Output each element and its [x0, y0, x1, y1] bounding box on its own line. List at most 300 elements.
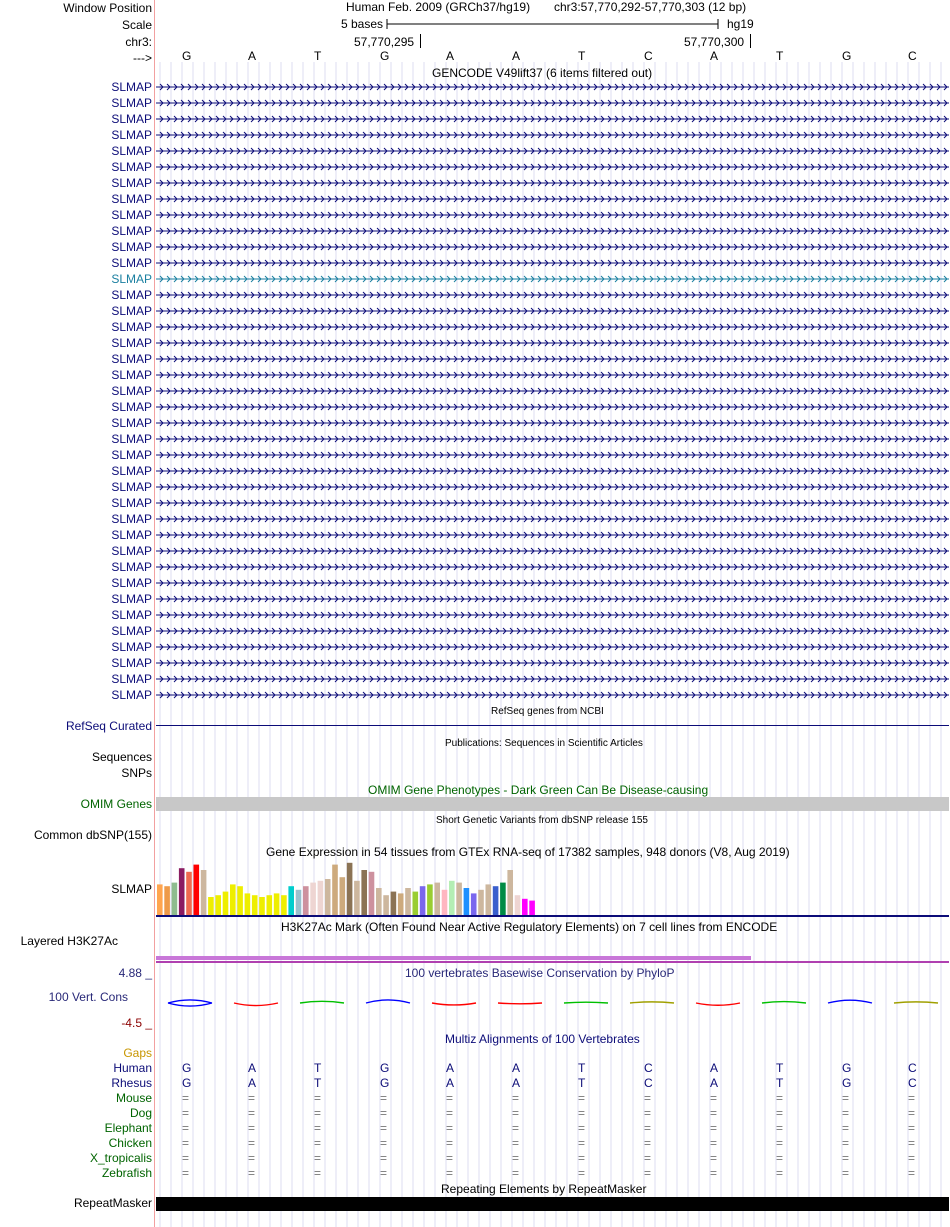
gencode-gene-label[interactable]: SLMAP — [111, 336, 152, 350]
multiz-base: = — [512, 1166, 520, 1180]
scale-bases-text: 5 bases — [340, 17, 383, 31]
gencode-transcript[interactable] — [156, 226, 949, 236]
gencode-transcript[interactable] — [156, 370, 949, 380]
multiz-base: = — [842, 1151, 850, 1165]
gencode-transcript[interactable] — [156, 642, 949, 652]
gencode-gene-label[interactable]: SLMAP — [111, 496, 152, 510]
base-letter: A — [512, 49, 521, 63]
multiz-base: = — [644, 1106, 652, 1120]
h3k27ac-track-label[interactable]: Layered H3K27Ac — [20, 934, 118, 948]
multiz-base: = — [710, 1166, 718, 1180]
gencode-transcript[interactable] — [156, 98, 949, 108]
gencode-gene-label[interactable]: SLMAP — [111, 160, 152, 174]
gencode-track-title[interactable]: GENCODE V49lift37 (6 items filtered out) — [432, 66, 653, 80]
gtex-track-label[interactable]: SLMAP — [111, 882, 152, 896]
multiz-base: G — [182, 1076, 192, 1090]
gtex-tissue-bar — [464, 888, 470, 915]
multiz-species-label[interactable]: Mouse — [115, 1091, 152, 1105]
gencode-transcript[interactable] — [156, 610, 949, 620]
omim-gene-bar[interactable] — [156, 797, 949, 811]
gencode-gene-label[interactable]: SLMAP — [111, 576, 152, 590]
multiz-base: = — [578, 1136, 586, 1150]
phylop-score-mark — [696, 1003, 740, 1005]
gencode-transcript[interactable] — [156, 338, 949, 348]
gtex-tissue-bar — [303, 886, 309, 915]
chrom-label: chr3: — [125, 35, 152, 49]
gencode-gene-label[interactable]: SLMAP — [111, 320, 152, 334]
gencode-gene-label[interactable]: SLMAP — [111, 256, 152, 270]
multiz-base: = — [644, 1091, 652, 1105]
gencode-gene-label[interactable]: SLMAP — [111, 416, 152, 430]
gtex-tissue-bar — [347, 863, 353, 915]
multiz-base: = — [842, 1091, 850, 1105]
multiz-base: A — [710, 1061, 719, 1075]
gencode-gene-label[interactable]: SLMAP — [111, 288, 152, 302]
gencode-gene-label[interactable]: SLMAP — [111, 144, 152, 158]
multiz-base: T — [776, 1076, 784, 1090]
multiz-base: G — [380, 1061, 390, 1075]
gencode-transcript[interactable] — [156, 594, 949, 604]
gencode-transcript[interactable] — [156, 514, 949, 524]
gtex-tissue-bar — [296, 890, 302, 915]
gencode-transcript[interactable] — [156, 290, 949, 300]
phylop-score-mark — [630, 1002, 674, 1003]
phylop-score-mark — [234, 1003, 278, 1006]
gtex-tissue-bar — [420, 886, 426, 915]
gencode-gene-label[interactable]: SLMAP — [111, 528, 152, 542]
gencode-gene-label[interactable]: SLMAP — [111, 352, 152, 366]
multiz-base: = — [446, 1106, 454, 1120]
gencode-transcript[interactable] — [156, 242, 949, 252]
base-letter: A — [446, 49, 455, 63]
gencode-gene-label[interactable]: SLMAP — [111, 656, 152, 670]
gencode-transcript[interactable] — [156, 322, 949, 332]
multiz-species-label[interactable]: X_tropicalis — [89, 1151, 152, 1165]
multiz-base: = — [380, 1136, 388, 1150]
phylop-score-mark — [828, 1000, 872, 1003]
gencode-transcript[interactable] — [156, 402, 949, 412]
gtex-baseline — [156, 915, 949, 917]
base-letter: T — [776, 49, 784, 63]
multiz-base: T — [578, 1076, 586, 1090]
multiz-base: A — [446, 1061, 455, 1075]
multiz-base: = — [710, 1106, 718, 1120]
gencode-transcript[interactable] — [156, 210, 949, 220]
phylop-score-mark — [168, 1003, 212, 1006]
base-letter: G — [842, 49, 852, 63]
multiz-base: G — [842, 1076, 852, 1090]
multiz-base: = — [776, 1121, 784, 1135]
gtex-tissue-bar — [208, 897, 214, 915]
gtex-tissue-bar — [325, 879, 331, 915]
omim-track-title[interactable]: OMIM Gene Phenotypes - Dark Green Can Be Disease-causing — [368, 783, 709, 797]
gencode-transcript[interactable] — [156, 450, 949, 460]
multiz-base: T — [578, 1061, 586, 1075]
multiz-base: = — [248, 1091, 256, 1105]
multiz-base: = — [842, 1166, 850, 1180]
window-position-label: Window Position — [63, 1, 152, 15]
gencode-gene-label[interactable]: SLMAP — [111, 96, 152, 110]
gencode-gene-label[interactable]: SLMAP — [111, 480, 152, 494]
gtex-track-title[interactable]: Gene Expression in 54 tissues from GTEx RNA-seq of 17382 samples, 948 donors (V8, Aug 2019) — [266, 845, 790, 859]
gtex-tissue-bar — [471, 893, 477, 915]
label-divider — [154, 0, 155, 1227]
multiz-base: = — [842, 1106, 850, 1120]
multiz-base: = — [380, 1166, 388, 1180]
multiz-base: T — [314, 1076, 322, 1090]
gtex-tissue-bar — [245, 893, 251, 915]
gencode-gene-label[interactable]: SLMAP — [111, 368, 152, 382]
gtex-tissue-bar — [354, 881, 360, 915]
phylop-score-mark — [894, 1002, 938, 1003]
gtex-tissue-bar — [376, 888, 382, 915]
gencode-gene-label[interactable]: SLMAP — [111, 512, 152, 526]
gencode-gene-label[interactable]: SLMAP — [111, 448, 152, 462]
gtex-tissue-bar — [442, 890, 448, 915]
multiz-base: = — [380, 1151, 388, 1165]
gencode-transcript[interactable] — [156, 466, 949, 476]
gencode-transcript[interactable] — [156, 258, 949, 268]
multiz-base: = — [578, 1106, 586, 1120]
gencode-gene-label[interactable]: SLMAP — [111, 640, 152, 654]
gencode-transcript[interactable] — [156, 546, 949, 556]
multiz-base: A — [512, 1076, 521, 1090]
multiz-base: = — [182, 1136, 190, 1150]
multiz-base: = — [644, 1121, 652, 1135]
multiz-base: A — [248, 1061, 257, 1075]
h3k27ac-signal[interactable] — [156, 956, 751, 960]
gencode-transcript[interactable] — [156, 562, 949, 572]
gtex-tissue-bar — [427, 884, 433, 915]
gencode-transcript[interactable] — [156, 162, 949, 172]
gencode-transcript[interactable] — [156, 194, 949, 204]
multiz-base: = — [248, 1106, 256, 1120]
gtex-tissue-bar — [391, 892, 397, 915]
gtex-tissue-bar — [179, 868, 185, 915]
gtex-tissue-bar — [369, 872, 375, 915]
multiz-base: = — [314, 1091, 322, 1105]
multiz-base: = — [710, 1121, 718, 1135]
multiz-base: A — [512, 1061, 521, 1075]
multiz-base: = — [776, 1091, 784, 1105]
gencode-transcript[interactable] — [156, 306, 949, 316]
ruler-tick-mark — [750, 34, 751, 48]
gencode-transcript[interactable] — [156, 418, 949, 428]
gencode-gene-label[interactable]: SLMAP — [111, 592, 152, 606]
gtex-tissue-bar — [493, 886, 499, 915]
multiz-base: = — [446, 1091, 454, 1105]
multiz-base: C — [644, 1061, 653, 1075]
strand-arrow-label: ---> — [133, 51, 152, 65]
multiz-base: = — [776, 1106, 784, 1120]
phylop-score-mark — [168, 1000, 212, 1003]
gtex-tissue-bar — [529, 901, 535, 915]
gtex-tissue-bar — [434, 883, 440, 915]
multiz-base: = — [644, 1136, 652, 1150]
gtex-tissue-bar — [267, 895, 273, 915]
base-letter: G — [182, 49, 192, 63]
gencode-gene-label[interactable]: SLMAP — [111, 672, 152, 686]
gencode-transcript[interactable] — [156, 578, 949, 588]
multiz-base: = — [182, 1091, 190, 1105]
multiz-base: A — [710, 1076, 719, 1090]
dbsnp-track-title[interactable]: Short Genetic Variants from dbSNP release 155 — [436, 815, 648, 826]
gtex-tissue-bar — [486, 884, 492, 915]
phylop-max-label: 4.88 _ — [118, 966, 152, 980]
base-letter: C — [908, 49, 917, 63]
gencode-gene-label[interactable]: SLMAP — [111, 688, 152, 702]
gtex-tissue-bar — [500, 883, 506, 915]
multiz-base: = — [182, 1166, 190, 1180]
multiz-base: = — [314, 1136, 322, 1150]
gtex-tissue-bar — [310, 883, 316, 915]
gtex-tissue-bar — [515, 895, 521, 915]
multiz-base: G — [182, 1061, 192, 1075]
ruler-tick-right: 57,770,300 — [684, 35, 745, 49]
multiz-base: = — [446, 1166, 454, 1180]
assembly-title: Human Feb. 2009 (GRCh37/hg19) — [346, 0, 531, 14]
gencode-gene-label[interactable]: SLMAP — [111, 464, 152, 478]
multiz-base: = — [182, 1151, 190, 1165]
multiz-base: = — [248, 1151, 256, 1165]
pubs-track-label[interactable]: Sequences — [91, 750, 152, 764]
gtex-tissue-bar — [383, 895, 389, 915]
repeatmasker-track-label[interactable]: RepeatMasker — [73, 1196, 152, 1210]
gtex-tissue-bar — [252, 895, 258, 915]
gencode-gene-label[interactable]: SLMAP — [111, 240, 152, 254]
multiz-species-label[interactable]: Rhesus — [111, 1076, 152, 1090]
multiz-base: = — [644, 1166, 652, 1180]
gtex-bar-chart[interactable] — [156, 860, 536, 916]
gencode-transcript[interactable] — [156, 274, 949, 284]
gtex-tissue-bar — [172, 883, 178, 915]
gencode-gene-label[interactable]: SLMAP — [111, 624, 152, 638]
gencode-gene-label[interactable]: SLMAP — [111, 224, 152, 238]
multiz-gaps-label[interactable]: Gaps — [123, 1046, 152, 1060]
gtex-tissue-bar — [332, 865, 338, 915]
multiz-base: = — [908, 1151, 916, 1165]
multiz-base: = — [446, 1121, 454, 1135]
repeatmasker-track-title[interactable]: Repeating Elements by RepeatMasker — [441, 1182, 647, 1196]
gencode-transcript[interactable] — [156, 82, 949, 92]
base-letter: A — [248, 49, 257, 63]
gtex-tissue-bar — [449, 881, 455, 915]
gtex-tissue-bar — [288, 886, 294, 915]
multiz-base: = — [314, 1106, 322, 1120]
gencode-gene-label[interactable]: SLMAP — [111, 560, 152, 574]
base-letter: T — [314, 49, 322, 63]
multiz-species-label[interactable]: Zebrafish — [101, 1166, 152, 1180]
gencode-gene-label[interactable]: SLMAP — [111, 192, 152, 206]
phylop-score-mark — [564, 1002, 608, 1003]
multiz-base: = — [512, 1121, 520, 1135]
multiz-base: T — [314, 1061, 322, 1075]
multiz-base: = — [908, 1091, 916, 1105]
scale-db-text: hg19 — [727, 17, 754, 31]
multiz-base: = — [776, 1166, 784, 1180]
multiz-base: = — [248, 1121, 256, 1135]
phylop-score-mark — [498, 1003, 542, 1004]
gtex-tissue-bar — [340, 877, 346, 915]
phylop-min-label: -4.5 _ — [121, 1016, 152, 1030]
gtex-tissue-bar — [274, 893, 280, 915]
gencode-transcript[interactable] — [156, 178, 949, 188]
pubs-track-label-2[interactable]: SNPs — [121, 766, 152, 780]
multiz-base: = — [908, 1166, 916, 1180]
multiz-base: T — [776, 1061, 784, 1075]
position-text: chr3:57,770,292-57,770,303 (12 bp) — [554, 0, 747, 14]
base-letter: A — [710, 49, 719, 63]
gencode-gene-label[interactable]: SLMAP — [111, 400, 152, 414]
multiz-base: G — [380, 1076, 390, 1090]
multiz-base: = — [710, 1136, 718, 1150]
multiz-base: C — [908, 1076, 917, 1090]
multiz-track-title[interactable]: Multiz Alignments of 100 Vertebrates — [445, 1032, 640, 1046]
gencode-transcript[interactable] — [156, 386, 949, 396]
multiz-base: = — [710, 1151, 718, 1165]
multiz-species-label[interactable]: Chicken — [108, 1136, 152, 1150]
multiz-species-label[interactable]: Elephant — [104, 1121, 152, 1135]
multiz-base: = — [908, 1106, 916, 1120]
omim-track-label[interactable]: OMIM Genes — [80, 797, 152, 811]
gtex-tissue-bar — [281, 895, 287, 915]
gencode-gene-label[interactable]: SLMAP — [111, 544, 152, 558]
multiz-base: = — [380, 1091, 388, 1105]
gencode-transcript[interactable] — [156, 530, 949, 540]
multiz-base: = — [380, 1121, 388, 1135]
phylop-track-label[interactable]: 100 Vert. Cons — [48, 990, 128, 1004]
gencode-gene-label[interactable]: SLMAP — [111, 304, 152, 318]
scale-label: Scale — [121, 18, 152, 32]
base-letter: C — [644, 49, 653, 63]
gencode-transcript[interactable] — [156, 482, 949, 492]
multiz-base: C — [644, 1076, 653, 1090]
gtex-tissue-bar — [413, 892, 419, 915]
multiz-species-label[interactable]: Dog — [129, 1106, 152, 1120]
gencode-gene-label[interactable]: SLMAP — [111, 128, 152, 142]
refseq-gene-line[interactable] — [156, 725, 949, 726]
gencode-transcript[interactable] — [156, 626, 949, 636]
multiz-base: = — [908, 1136, 916, 1150]
gencode-transcript[interactable] — [156, 354, 949, 364]
phylop-track-title[interactable]: 100 vertebrates Basewise Conservation by PhyloP — [405, 966, 675, 980]
base-letter: T — [578, 49, 586, 63]
multiz-base: A — [446, 1076, 455, 1090]
gtex-tissue-bar — [478, 890, 484, 915]
gtex-tissue-bar — [398, 893, 404, 915]
multiz-base: G — [842, 1061, 852, 1075]
phylop-score-mark — [300, 1001, 344, 1003]
gencode-gene-label[interactable]: SLMAP — [111, 384, 152, 398]
multiz-base: C — [908, 1061, 917, 1075]
refseq-track-title[interactable]: RefSeq genes from NCBI — [491, 706, 604, 717]
base-letter: G — [380, 49, 390, 63]
gencode-gene-label[interactable]: SLMAP — [111, 432, 152, 446]
gencode-gene-label[interactable]: SLMAP — [111, 112, 152, 126]
multiz-base: = — [248, 1166, 256, 1180]
gencode-transcript[interactable] — [156, 114, 949, 124]
ruler-tick-mark — [420, 34, 421, 48]
multiz-base: = — [512, 1091, 520, 1105]
multiz-base: = — [578, 1121, 586, 1135]
gtex-tissue-bar — [405, 888, 411, 915]
multiz-base: = — [578, 1166, 586, 1180]
phylop-score-mark — [366, 1000, 410, 1003]
gtex-tissue-bar — [164, 886, 170, 915]
multiz-base: = — [380, 1106, 388, 1120]
gencode-transcript[interactable] — [156, 434, 949, 444]
pubs-track-title[interactable]: Publications: Sequences in Scientific Articles — [445, 738, 643, 749]
multiz-base: = — [314, 1151, 322, 1165]
gtex-tissue-bar — [186, 872, 192, 915]
gtex-tissue-bar — [361, 870, 367, 915]
gtex-tissue-bar — [201, 870, 207, 915]
gtex-tissue-bar — [456, 883, 462, 915]
gencode-transcript[interactable] — [156, 498, 949, 508]
gtex-tissue-bar — [237, 886, 243, 915]
multiz-base: = — [908, 1121, 916, 1135]
gencode-transcript[interactable] — [156, 146, 949, 156]
multiz-base: = — [512, 1151, 520, 1165]
dbsnp-track-label[interactable]: Common dbSNP(155) — [33, 828, 152, 842]
gencode-gene-label[interactable]: SLMAP — [111, 80, 152, 94]
gencode-gene-label[interactable]: SLMAP — [111, 176, 152, 190]
multiz-base: = — [842, 1121, 850, 1135]
multiz-base: = — [776, 1151, 784, 1165]
gtex-tissue-bar — [194, 865, 200, 915]
phylop-plot[interactable] — [156, 990, 949, 1016]
scale-bar — [386, 17, 720, 31]
multiz-base: = — [578, 1151, 586, 1165]
multiz-base: = — [182, 1106, 190, 1120]
multiz-base: = — [182, 1121, 190, 1135]
gencode-transcript[interactable] — [156, 690, 949, 700]
phylop-score-mark — [762, 1002, 806, 1003]
phylop-score-mark — [432, 1003, 476, 1005]
multiz-base: A — [248, 1076, 257, 1090]
gtex-tissue-bar — [259, 897, 265, 915]
ruler-tick-left: 57,770,295 — [354, 35, 415, 49]
gencode-gene-label[interactable]: SLMAP — [111, 272, 152, 286]
multiz-base: = — [512, 1106, 520, 1120]
multiz-base: = — [776, 1136, 784, 1150]
gtex-tissue-bar — [215, 895, 221, 915]
multiz-base: = — [710, 1091, 718, 1105]
repeatmasker-bar[interactable] — [156, 1197, 949, 1211]
multiz-base: = — [578, 1091, 586, 1105]
multiz-species-label[interactable]: Human — [113, 1061, 152, 1075]
gtex-tissue-bar — [507, 870, 513, 915]
gencode-gene-label[interactable]: SLMAP — [111, 208, 152, 222]
multiz-base: = — [248, 1136, 256, 1150]
gencode-transcript[interactable] — [156, 674, 949, 684]
gencode-gene-label[interactable]: SLMAP — [111, 608, 152, 622]
gencode-transcript[interactable] — [156, 658, 949, 668]
gencode-transcript[interactable] — [156, 130, 949, 140]
multiz-base: = — [842, 1136, 850, 1150]
multiz-base: = — [644, 1151, 652, 1165]
refseq-track-label[interactable]: RefSeq Curated — [65, 719, 152, 733]
multiz-base: = — [446, 1151, 454, 1165]
gtex-tissue-bar — [522, 899, 528, 915]
multiz-base: = — [512, 1136, 520, 1150]
gtex-tissue-bar — [223, 892, 229, 915]
h3k27ac-baseline — [156, 961, 949, 963]
gtex-tissue-bar — [157, 884, 163, 915]
multiz-base: = — [314, 1121, 322, 1135]
multiz-base: = — [446, 1136, 454, 1150]
h3k27ac-track-title[interactable]: H3K27Ac Mark (Often Found Near Active Regulatory Elements) on 7 cell lines from ENCODE — [281, 920, 778, 934]
